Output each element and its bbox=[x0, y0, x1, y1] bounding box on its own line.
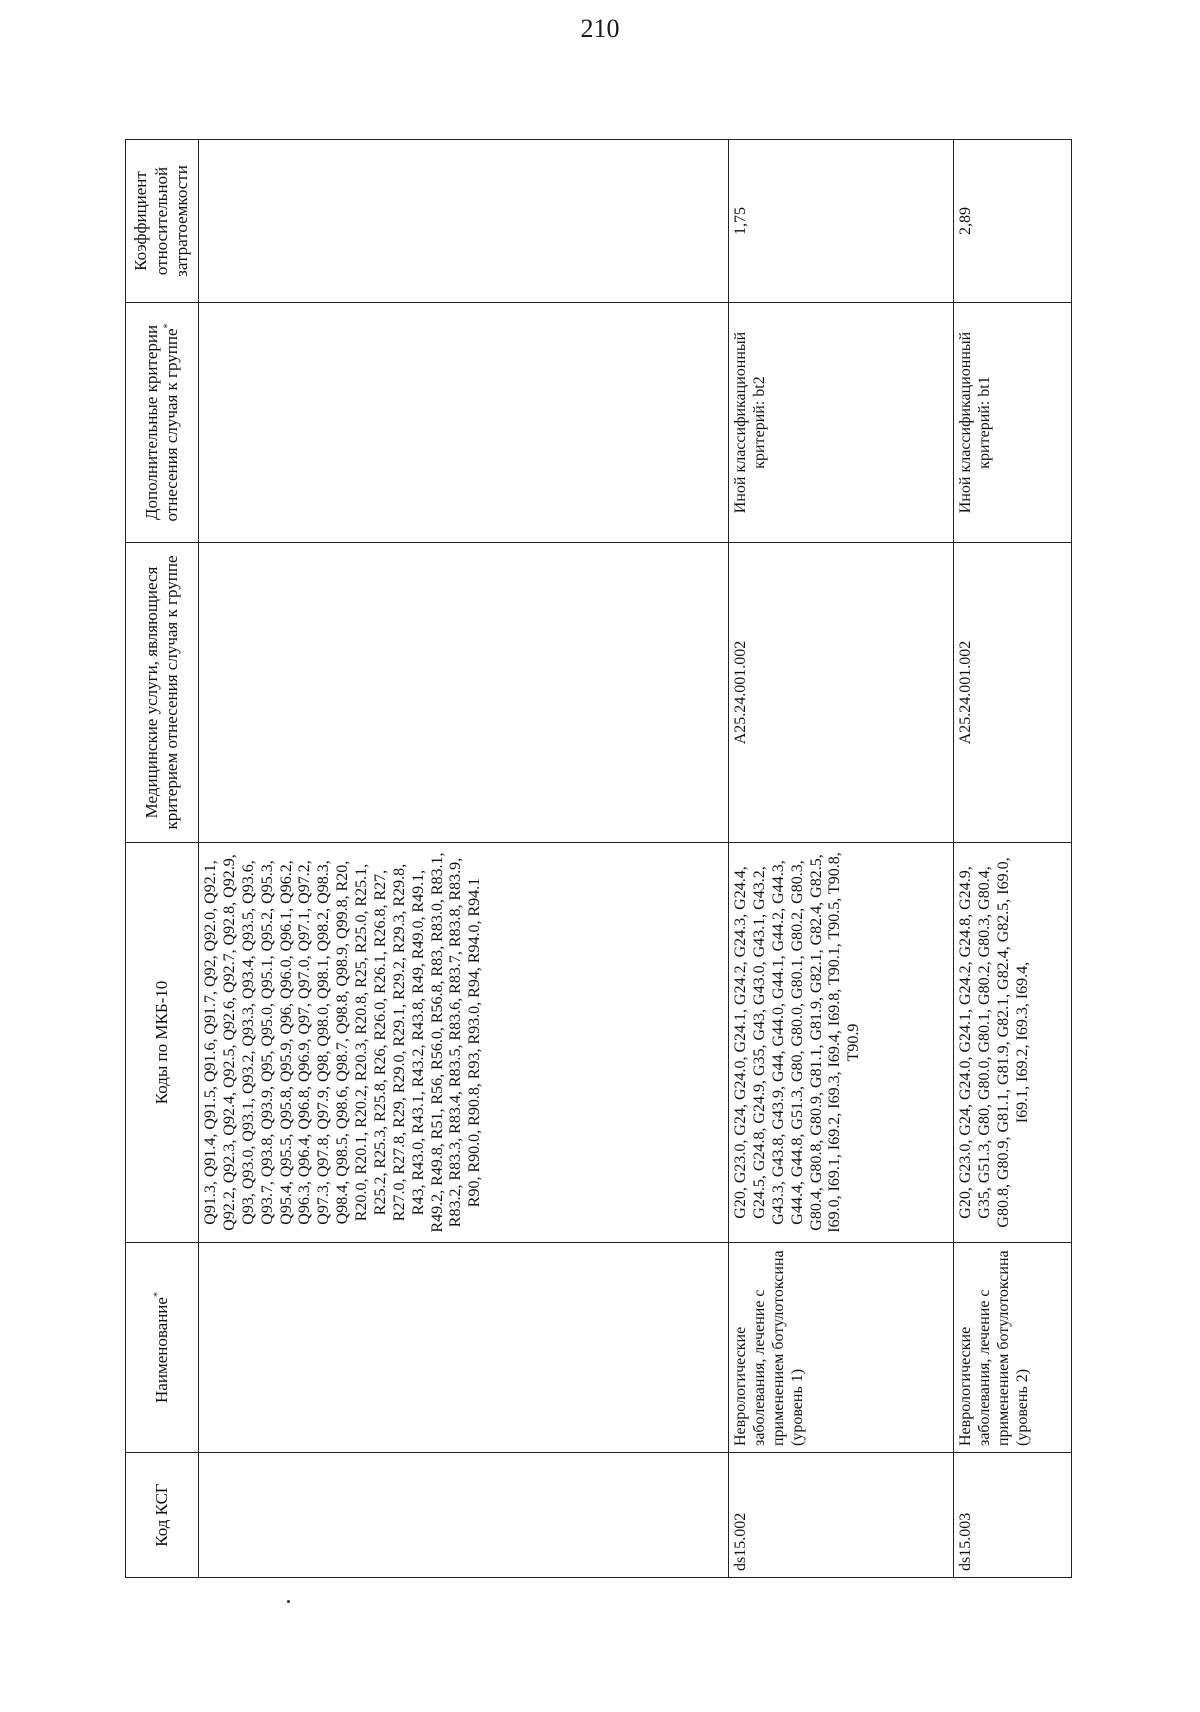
table-row-continuation bbox=[199, 140, 729, 1578]
header-criteria: Дополнительные критерии отнесения случая к группе* bbox=[126, 303, 199, 543]
rotated-table-container bbox=[125, 140, 1071, 1578]
cell-services bbox=[199, 543, 729, 843]
cell-coef bbox=[199, 140, 729, 303]
ksg-table bbox=[125, 139, 1072, 1578]
cell-code bbox=[199, 1453, 729, 1578]
table-row bbox=[954, 140, 1072, 1578]
cell-mkb: G20, G23.0, G24, G24.0, G24.1, G24.2, G24.8, G24.9, G35, G51.3, G80, G80.0, G80.1, G80.2, G80.3, G80.4, G80.8, G80.9, G81.1, G81.9, G82.1, G82.4, G82.5, I69.0, I69.1, I69.2, I69.3, I69.4, bbox=[954, 843, 1072, 1243]
cell-criteria bbox=[199, 303, 729, 543]
scan-speck bbox=[287, 1600, 290, 1603]
page-number: 210 bbox=[580, 14, 620, 43]
header-mkb: Коды по МКБ-10 bbox=[126, 843, 199, 1243]
header-name: Наименование* bbox=[126, 1243, 199, 1453]
cell-services: A25.24.001.002 bbox=[954, 543, 1072, 843]
cell-name: Неврологические заболевания, лечение с применением ботулотоксина (уровень 2) bbox=[954, 1243, 1072, 1453]
cell-services: A25.24.001.002 bbox=[729, 543, 954, 843]
cell-name: Неврологические заболевания, лечение с применением ботулотоксина (уровень 1) bbox=[729, 1243, 954, 1453]
cell-mkb: G20, G23.0, G24, G24.0, G24.1, G24.2, G24.3, G24.4, G24.5, G24.8, G24.9, G35, G43, G43.0, G43.1, G43.2, G43.3, G43.8, G43.9, G44, G44.0, G44.1, G44.2, G44.3, G44.4, G44.8, G51.3, G80, G80.0, G80.1, G80.2, G80.3, G80.4, G80.8, G80.9, G81.1, G81.9, G82.1, G82.4, G82.5, I69.0, I69.1, I69.2, I69.3, I69.4, I69.8, T90.1, T90.5, T90.8, T90.9 bbox=[729, 843, 954, 1243]
cell-mkb: Q91.3, Q91.4, Q91.5, Q91.6, Q91.7, Q92, Q92.0, Q92.1, Q92.2, Q92.3, Q92.4, Q92.5, Q92.6, Q92.7, Q92.8, Q92.9, Q93, Q93.0, Q93.1, Q93.2, Q93.3, Q93.4, Q93.5, Q93.6, Q93.7, Q93.8, Q93.9, Q95, Q95.0, Q95.1, Q95.2, Q95.3, Q95.4, Q95.5, Q95.8, Q95.9, Q96, Q96.0, Q96.1, Q96.2, Q96.3, Q96.4, Q96.8, Q96.9, Q97, Q97.0, Q97.1, Q97.2, Q97.3, Q97.8, Q97.9, Q98, Q98.0, Q98.1, Q98.2, Q98.3, Q98.4, Q98.5, Q98.6, Q98.7, Q98.8, Q98.9, Q99.8, R20, R20.0, R20.1, R20.2, R20.3, R20.8, R25, R25.0, R25.1, R25.2, R25.3, R25.8, R26, R26.0, R26.1, R26.8, R27, R27.0, R27.8, R29, R29.0, R29.1, R29.2, R29.3, R29.8, R43, R43.0, R43.1, R43.2, R43.8, R49, R49.0, R49.1, R49.2, R49.8, R51, R56, R56.0, R56.8, R83, R83.0, R83.1, R83.2, R83.3, R83.4, R83.5, R83.6, R83.7, R83.8, R83.9, R90, R90.0, R90.8, R93, R93.0, R94, R94.0, R94.1 bbox=[199, 843, 729, 1243]
header-services: Медицинские услуги, являющиеся критерием отнесения случая к группе bbox=[126, 543, 199, 843]
cell-criteria: Иной классификационный критерий: bt1 bbox=[954, 303, 1072, 543]
cell-coef: 1,75 bbox=[729, 140, 954, 303]
cell-code: ds15.002 bbox=[729, 1453, 954, 1578]
cell-code: ds15.003 bbox=[954, 1453, 1072, 1578]
cell-coef: 2,89 bbox=[954, 140, 1072, 303]
header-coef: Коэффициент относительной затратоемкости bbox=[126, 140, 199, 303]
header-code: Код КСГ bbox=[126, 1453, 199, 1578]
cell-name bbox=[199, 1243, 729, 1453]
table-header-row bbox=[126, 140, 199, 1578]
table-row bbox=[729, 140, 954, 1578]
cell-criteria: Иной классификационный критерий: bt2 bbox=[729, 303, 954, 543]
